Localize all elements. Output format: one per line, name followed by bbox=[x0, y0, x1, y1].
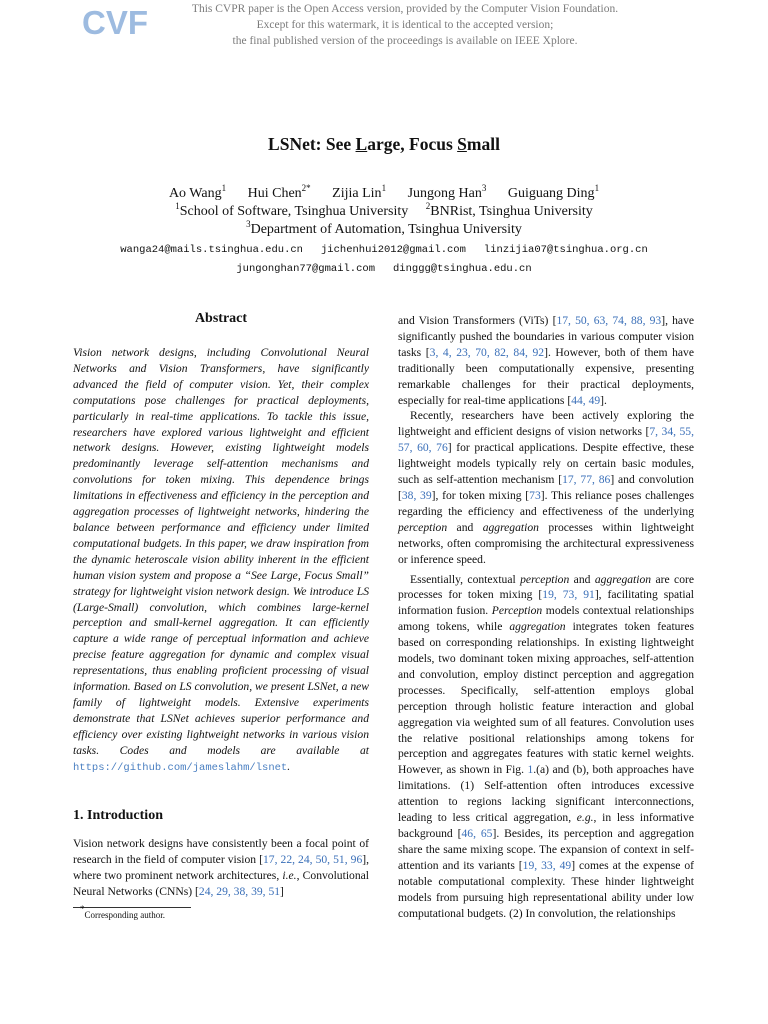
citation[interactable]: 19, 33, 49 bbox=[522, 858, 572, 872]
author: Guiguang Ding$^1$ bbox=[507, 183, 600, 201]
footnote: *Corresponding author. bbox=[80, 904, 165, 920]
email: jichenhui2012@gmail.com bbox=[320, 244, 466, 256]
author-list bbox=[0, 185, 768, 203]
section-heading: 1. Introduction bbox=[73, 808, 163, 823]
cvf-logo-text: CVF bbox=[82, 4, 148, 41]
author: Hui Chen$^{2*}$ bbox=[247, 183, 311, 201]
title-part: S bbox=[457, 134, 467, 154]
watermark bbox=[150, 1, 660, 49]
citation[interactable]: 3, 4, 23, 70, 82, 84, 92 bbox=[429, 345, 545, 359]
email-row bbox=[0, 243, 768, 257]
citation[interactable]: 19, 73, 91 bbox=[542, 588, 595, 602]
author: Jungong Han$^3$ bbox=[407, 183, 487, 201]
watermark-line: This CVPR paper is the Open Access version, provided by the Computer Vision Foundation. bbox=[191, 3, 619, 15]
figure-ref[interactable]: 1 bbox=[527, 763, 534, 777]
watermark-line: Except for this watermark, it is identical to the accepted version; bbox=[256, 19, 554, 31]
affiliation-row: $^3$Department of Automation, Tsinghua University bbox=[246, 219, 522, 237]
abstract-heading: Abstract bbox=[194, 311, 248, 326]
title-part: L bbox=[355, 134, 368, 154]
body-paragraph: Recently, researchers have been actively exploring the lightweight and efficient designs of vision networks [7, 34, 55, 57, 60, 76] for practical applications. Despite effective, these lightweight models typically rely on certain basic modules, such as self-attention mechanism [17, 77, 86] and convolution [38, 39], for token mixing [73]. This reliance poses challenges regarding the efficiency and effectiveness of the underlying perception and aggregation processes within lightweight networks, often compromising the architectural expressiveness or inference speed. bbox=[398, 409, 695, 566]
citation[interactable]: 38, 39 bbox=[401, 488, 432, 502]
citation[interactable]: 46, 65 bbox=[461, 827, 493, 840]
citation[interactable]: 24, 29, 38, 39, 51 bbox=[198, 884, 281, 898]
abstract-body: Vision network designs, including Convolutional Neural Networks and Vision Transformers, have significantly advanced the field of computer vision. Yet, their complex computations pose challenges for practical deployments, particularly in real-time applications. To tackle this issue, researchers have explored various lightweight and efficient network designs. However, existing lightweight models predominantly leverage self-attention mechanisms and convolutions for token mixing. This dependence brings limitations in effectiveness and efficiency in the perception and aggregation processes of lightweight networks, hindering the balance between performance and efficiency under limited computational budgets. In this paper, we draw inspiration from the dynamic heteroscale vision ability inherent in the efficient human vision system and propose a “See Large, Focus Small” strategy for lightweight vision network design. We introduce LS (Large-Small) convolution, which combines large-kernel perception and small-kernel aggregation. It can efficiently capture a wide range of perceptual information and achieve precise feature aggregation for dynamic and complex visual representations, thus enabling proficient processing of visual information. Based on LS convolution, we present LSNet, a new family of lightweight models. Extensive experiments demonstrate that LSNet achieves superior performance and efficiency over existing lightweight networks in various vision tasks. Codes and models are available at https://github.com/jameslahm/lsnet. bbox=[73, 346, 369, 774]
footnote-divider bbox=[73, 907, 191, 908]
body-paragraph: and Vision Transformers (ViTs) [17, 50, 63, 74, 88, 93], have significantly pushed the boundaries in various computer vision tasks [3, 4, 23, 70, 82, 84, 92]. However, both of them have traditionally been computationally expensive, presenting remarkable challenges for their practical deployments, especially for real-time applications [44, 49]. bbox=[398, 314, 695, 407]
citation[interactable]: 73 bbox=[529, 488, 541, 502]
email: dinggg@tsinghua.edu.cn bbox=[393, 263, 532, 275]
title-part: mall bbox=[466, 134, 500, 154]
title-part: arge, Focus bbox=[367, 134, 458, 154]
cvf-logo bbox=[82, 4, 148, 41]
author: Zijia Lin$^1$ bbox=[332, 183, 387, 201]
affiliation: BNRist, Tsinghua University bbox=[430, 204, 593, 219]
email: wanga24@mails.tsinghua.edu.cn bbox=[120, 244, 303, 256]
code-link[interactable]: https://github.com/jameslahm/lsnet bbox=[73, 761, 288, 774]
watermark-line: the final published version of the proceedings is available on IEEE Xplore. bbox=[232, 35, 578, 47]
intro-paragraph: Vision network designs have consistently been a focal point of research in the field of computer vision [17, 22, 24, 50, 51, 96], where two prominent network architectures, i.e., Convolutional Neural Networks (CNNs) [24, 29, 38, 39, 51] bbox=[73, 837, 370, 898]
right-column bbox=[398, 313, 694, 921]
email: jungonghan77@gmail.com bbox=[236, 263, 375, 275]
affiliation: Department of Automation, Tsinghua University bbox=[250, 222, 522, 237]
email: linzijia07@tsinghua.org.cn bbox=[483, 244, 648, 256]
paper-title bbox=[0, 134, 768, 155]
citation[interactable]: 17, 50, 63, 74, 88, 93 bbox=[556, 314, 662, 327]
affiliation-row: $^1$School of Software, Tsinghua University $^2$BNRist, Tsinghua University bbox=[175, 201, 593, 219]
citation[interactable]: 44, 49 bbox=[571, 393, 601, 407]
citation[interactable]: 17, 77, 86 bbox=[562, 473, 611, 487]
body-paragraph: Essentially, contextual perception and aggregation are core processes for token mixing [19, 73, 91], facilitating spatial information fusion. Perception models contextual relationships among tokens, while aggregation integrates token features based on corresponding relationships. In existing lightweight models, two dominant token mixing approaches, self-attention and convolution, employ distinct perception and aggregation processes. Specifically, self-attention employs global perception through holistic feature interaction and global aggregation via weighted sum of all features. Convolution uses the relative positional relationships among tokens for perception and aggregates features with static kernel weights. However, as shown in Fig. 1.(a) and (b), both approaches have limitations. (1) Self-attention often introduces excessive attention to regions lacking significant interconnections, leading to less critical aggregation, e.g., in less informative background [46, 65]. Besides, its perception and aggregation share the same mixing scope. The expansion of context in self-attention and its variants [19, 33, 49] comes at the expense of notable computational complexity. These hinder lightweight models from pursuing high representational ability under low computational budgets. (2) In convolution, the relationships bbox=[398, 572, 695, 920]
author: Ao Wang$^1$ bbox=[168, 183, 227, 201]
email-row bbox=[0, 262, 768, 276]
citation[interactable]: 17, 22, 24, 50, 51, 96 bbox=[262, 852, 363, 866]
title-part: LSNet: See bbox=[268, 134, 356, 154]
affiliation: School of Software, Tsinghua University bbox=[179, 204, 409, 219]
citation[interactable]: 7, 34, 55, 57, 60, 76 bbox=[398, 425, 694, 455]
